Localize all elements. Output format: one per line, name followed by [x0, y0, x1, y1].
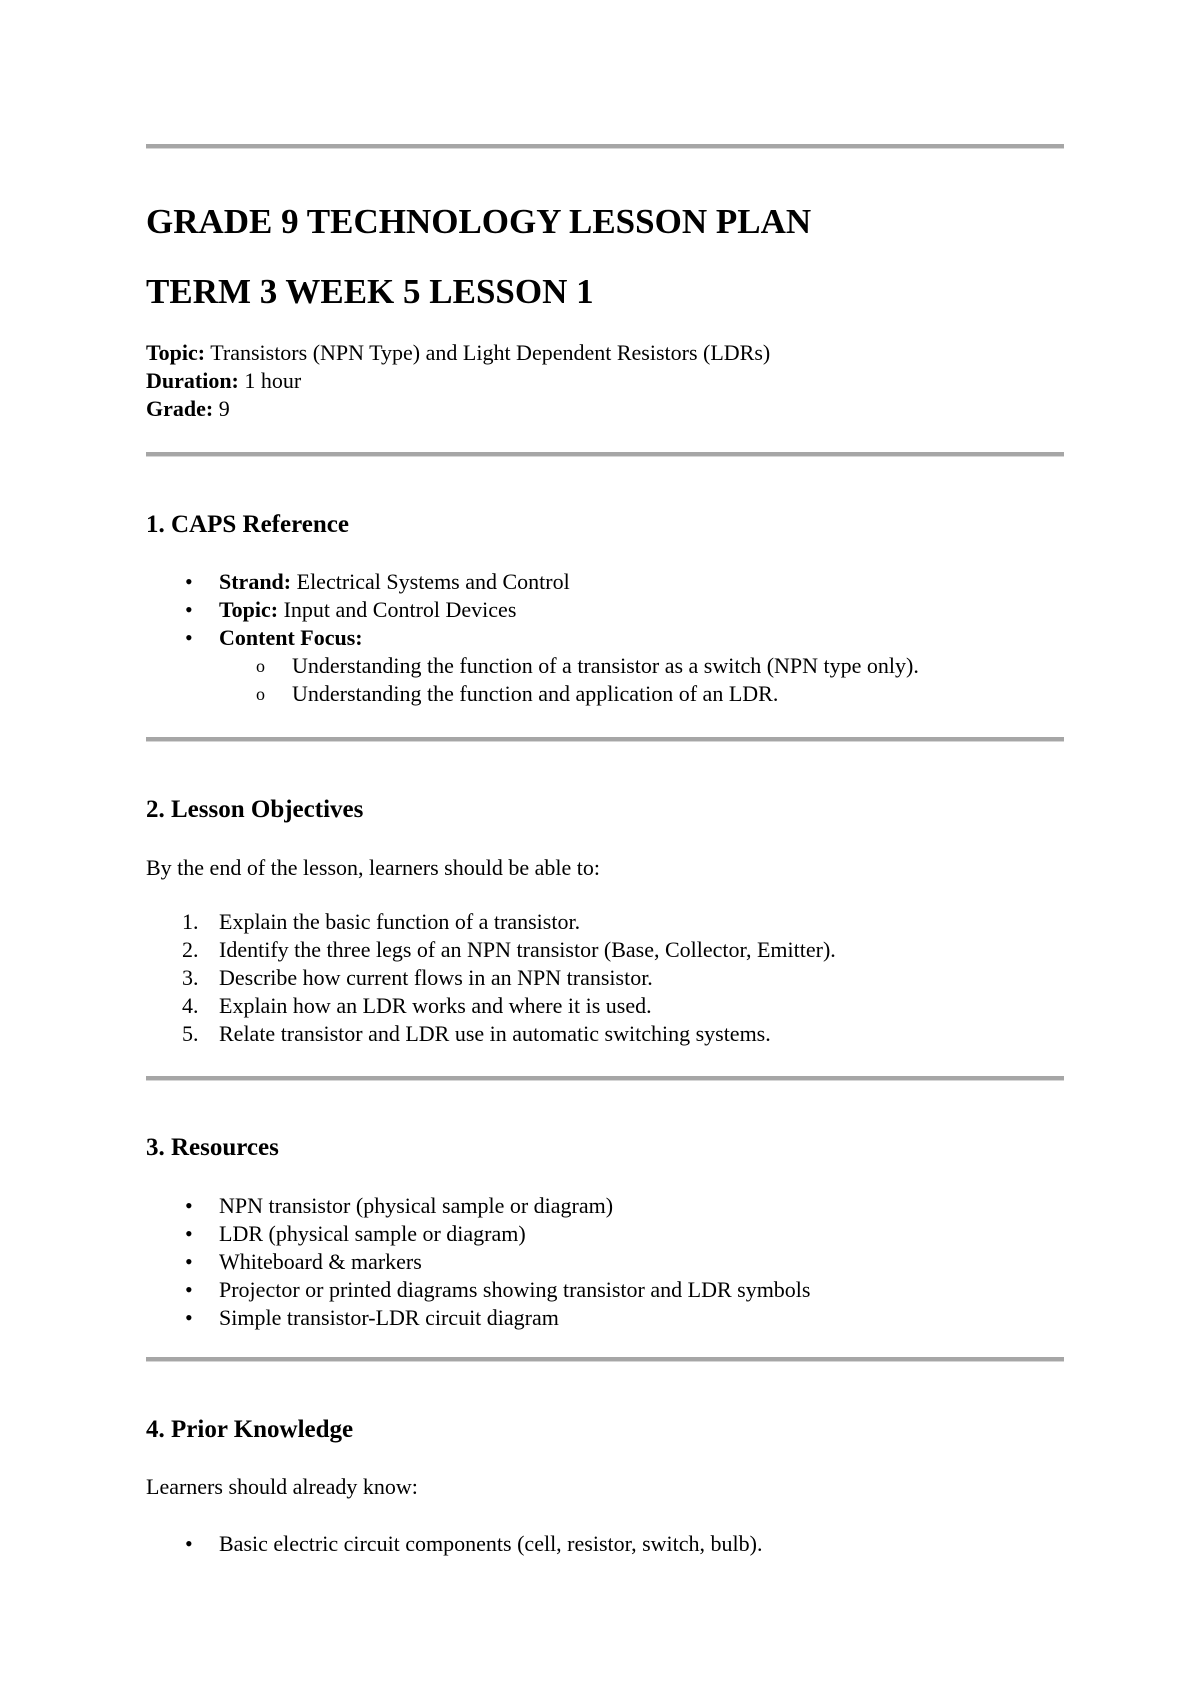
- list-item: [146, 1248, 810, 1276]
- focus-item-text: Understanding the function and application of an LDR.: [292, 681, 779, 706]
- number-marker: 4.: [182, 993, 199, 1018]
- number-marker: 1.: [182, 909, 199, 934]
- resource-text: LDR (physical sample or diagram): [219, 1221, 526, 1246]
- sub-list-item: [146, 652, 919, 680]
- number-marker: 5.: [182, 1021, 199, 1046]
- bullet-marker: •: [185, 625, 193, 650]
- list-item: [146, 624, 919, 708]
- meta-topic: [146, 339, 770, 367]
- meta-duration-value: 1 hour: [244, 368, 302, 393]
- list-item: [146, 1530, 762, 1558]
- number-marker: 3.: [182, 965, 199, 990]
- resource-text: Projector or printed diagrams showing transistor and LDR symbols: [219, 1277, 811, 1302]
- bullet-marker: •: [185, 1305, 193, 1330]
- meta-topic-label: Topic:: [146, 340, 206, 365]
- prior-intro: Learners should already know:: [146, 1474, 418, 1499]
- list-item: [146, 936, 836, 964]
- meta-grade-value: 9: [218, 396, 230, 421]
- horizontal-rule: [146, 1076, 1064, 1081]
- meta-grade: [146, 395, 770, 423]
- bullet-marker: •: [185, 1531, 193, 1556]
- caps-strand-value: Electrical Systems and Control: [296, 569, 570, 594]
- caps-topic-value: Input and Control Devices: [283, 597, 517, 622]
- document-subtitle: TERM 3 WEEK 5 LESSON 1: [146, 272, 594, 311]
- list-item: [146, 992, 836, 1020]
- number-marker: 2.: [182, 937, 199, 962]
- bullet-marker: •: [185, 1249, 193, 1274]
- document-title: GRADE 9 TECHNOLOGY LESSON PLAN: [146, 202, 812, 241]
- horizontal-rule: [146, 1357, 1064, 1362]
- meta-duration: [146, 367, 770, 395]
- section-heading-prior-knowledge: 4. Prior Knowledge: [146, 1416, 354, 1443]
- objectives-list: [146, 908, 836, 1048]
- list-item: [146, 1276, 810, 1304]
- bullet-marker: •: [185, 569, 193, 594]
- objectives-intro: By the end of the lesson, learners should be able to:: [146, 855, 600, 880]
- objective-text: Identify the three legs of an NPN transistor (Base, Collector, Emitter).: [219, 937, 836, 962]
- resource-text: NPN transistor (physical sample or diagram): [219, 1193, 614, 1218]
- section-heading-objectives: 2. Lesson Objectives: [146, 796, 364, 823]
- sub-list-item: [146, 680, 919, 708]
- lesson-meta: [146, 339, 770, 423]
- caps-topic-label: Topic:: [219, 597, 279, 622]
- list-item: [146, 1220, 810, 1248]
- caps-focus-label: Content Focus:: [219, 625, 363, 650]
- resource-text: Whiteboard & markers: [219, 1249, 422, 1274]
- focus-item-text: Understanding the function of a transistor as a switch (NPN type only).: [292, 653, 919, 678]
- sub-bullet-marker: o: [256, 684, 265, 704]
- horizontal-rule: [146, 144, 1064, 149]
- meta-grade-label: Grade:: [146, 396, 214, 421]
- horizontal-rule: [146, 452, 1064, 457]
- section-heading-resources: 3. Resources: [146, 1134, 279, 1161]
- sub-bullet-marker: o: [256, 656, 265, 676]
- caps-list: [146, 568, 919, 708]
- bullet-marker: •: [185, 1193, 193, 1218]
- list-item: [146, 1192, 810, 1220]
- objective-text: Explain how an LDR works and where it is used.: [219, 993, 652, 1018]
- bullet-marker: •: [185, 1221, 193, 1246]
- resources-list: [146, 1192, 810, 1332]
- caps-focus-sublist: [219, 652, 919, 708]
- caps-strand-label: Strand:: [219, 569, 292, 594]
- document-page: [146, 0, 1064, 1696]
- bullet-marker: •: [185, 1277, 193, 1302]
- objective-text: Explain the basic function of a transistor.: [219, 909, 581, 934]
- list-item: [146, 1304, 810, 1332]
- resource-text: Simple transistor-LDR circuit diagram: [219, 1305, 559, 1330]
- list-item: [146, 908, 836, 936]
- list-item: [146, 568, 919, 596]
- objective-text: Describe how current flows in an NPN transistor.: [219, 965, 653, 990]
- list-item: [146, 1020, 836, 1048]
- section-heading-caps: 1. CAPS Reference: [146, 511, 349, 538]
- meta-topic-value: Transistors (NPN Type) and Light Dependent Resistors (LDRs): [210, 340, 771, 365]
- objective-text: Relate transistor and LDR use in automatic switching systems.: [219, 1021, 771, 1046]
- prior-list: [146, 1530, 762, 1558]
- meta-duration-label: Duration:: [146, 368, 239, 393]
- horizontal-rule: [146, 737, 1064, 742]
- bullet-marker: •: [185, 597, 193, 622]
- prior-item-text: Basic electric circuit components (cell, resistor, switch, bulb).: [219, 1531, 763, 1556]
- list-item: [146, 964, 836, 992]
- list-item: [146, 596, 919, 624]
